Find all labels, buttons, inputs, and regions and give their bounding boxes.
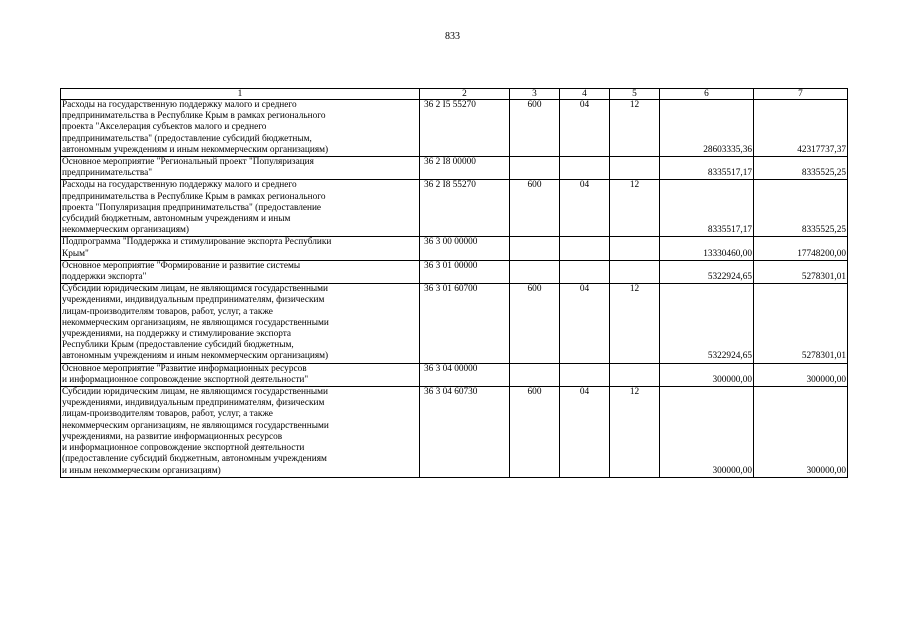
expense-name-cell: Основное мероприятие "Развитие информационных ресурсов и информационное сопровождение экспортной деятельности"	[61, 363, 420, 386]
table-row	[61, 157, 848, 180]
table-header-row	[61, 89, 848, 100]
column-header: 1	[61, 89, 420, 100]
subsection-cell	[610, 260, 660, 283]
expense-type-cell: 600	[510, 284, 560, 363]
amount-year-2-cell: 8335525,25	[754, 180, 848, 237]
section-cell	[560, 260, 610, 283]
table-row	[61, 387, 848, 478]
section-cell: 04	[560, 284, 610, 363]
subsection-cell: 12	[610, 100, 660, 157]
column-header: 4	[560, 89, 610, 100]
amount-year-2-cell: 300000,00	[754, 363, 848, 386]
target-article-code-cell: 36 3 01 60700	[420, 284, 510, 363]
subsection-cell	[610, 157, 660, 180]
target-article-code-cell: 36 2 I5 55270	[420, 100, 510, 157]
table-row	[61, 180, 848, 237]
column-header: 2	[420, 89, 510, 100]
amount-year-1-cell: 5322924,65	[660, 260, 754, 283]
expense-type-cell	[510, 363, 560, 386]
section-cell	[560, 237, 610, 260]
amount-year-2-cell: 5278301,01	[754, 260, 848, 283]
amount-year-1-cell: 8335517,17	[660, 157, 754, 180]
subsection-cell	[610, 363, 660, 386]
column-header: 7	[754, 89, 848, 100]
table-row	[61, 100, 848, 157]
expense-type-cell	[510, 157, 560, 180]
target-article-code-cell: 36 3 01 00000	[420, 260, 510, 283]
target-article-code-cell: 36 3 04 00000	[420, 363, 510, 386]
expense-type-cell: 600	[510, 180, 560, 237]
section-cell: 04	[560, 100, 610, 157]
table-row	[61, 363, 848, 386]
amount-year-1-cell: 300000,00	[660, 387, 754, 478]
table-row	[61, 237, 848, 260]
amount-year-1-cell: 8335517,17	[660, 180, 754, 237]
expense-type-cell	[510, 237, 560, 260]
page-number: 833	[445, 31, 460, 42]
amount-year-1-cell: 300000,00	[660, 363, 754, 386]
expense-type-cell: 600	[510, 387, 560, 478]
subsection-cell: 12	[610, 284, 660, 363]
amount-year-2-cell: 42317737,37	[754, 100, 848, 157]
target-article-code-cell: 36 2 I8 00000	[420, 157, 510, 180]
expense-name-cell: Субсидии юридическим лицам, не являющимся государственными учреждениями, индивидуальным предпринимателям, физическим лицам-производителям товаров, работ, услуг, а также некоммерческим организациям, не являющимся государственными учреждениями, на развитие информационных ресурсов и информационное сопровождение экспортной деятельности (предоставление субсидий бюджетным, автономным учреждениям и иным некоммерческим организациям)	[61, 387, 420, 478]
subsection-cell: 12	[610, 180, 660, 237]
expense-type-cell	[510, 260, 560, 283]
amount-year-1-cell: 13330460,00	[660, 237, 754, 260]
target-article-code-cell: 36 3 00 00000	[420, 237, 510, 260]
target-article-code-cell: 36 3 04 60730	[420, 387, 510, 478]
expense-name-cell: Расходы на государственную поддержку малого и среднего предпринимательства в Республике Крым в рамках регионального проекта "Популяризация предпринимательства" (предоставление субсидий бюджетным, автономным учреждениям и иным некоммерческим организациям)	[61, 180, 420, 237]
column-header: 6	[660, 89, 754, 100]
subsection-cell	[610, 237, 660, 260]
amount-year-2-cell: 5278301,01	[754, 284, 848, 363]
amount-year-1-cell: 5322924,65	[660, 284, 754, 363]
amount-year-1-cell: 28603335,36	[660, 100, 754, 157]
amount-year-2-cell: 17748200,00	[754, 237, 848, 260]
expense-name-cell: Основное мероприятие "Региональный проект "Популяризация предпринимательства"	[61, 157, 420, 180]
table-row	[61, 284, 848, 363]
subsection-cell: 12	[610, 387, 660, 478]
column-header: 3	[510, 89, 560, 100]
column-header: 5	[610, 89, 660, 100]
section-cell: 04	[560, 387, 610, 478]
amount-year-2-cell: 300000,00	[754, 387, 848, 478]
section-cell	[560, 157, 610, 180]
section-cell	[560, 363, 610, 386]
amount-year-2-cell: 8335525,25	[754, 157, 848, 180]
expense-name-cell: Подпрограмма "Поддержка и стимулирование экспорта Республики Крым"	[61, 237, 420, 260]
budget-table	[60, 88, 848, 478]
table-row	[61, 260, 848, 283]
expense-name-cell: Субсидии юридическим лицам, не являющимся государственными учреждениями, индивидуальным предпринимателям, физическим лицам-производителям товаров, работ, услуг, а также некоммерческим организациям, не являющимся государственными учреждениями, на поддержку и стимулирование экспорта Республики Крым (предоставление субсидий бюджетным, автономным учреждениям и иным некоммерческим организациям)	[61, 284, 420, 363]
section-cell: 04	[560, 180, 610, 237]
target-article-code-cell: 36 2 I8 55270	[420, 180, 510, 237]
expense-name-cell: Основное мероприятие "Формирование и развитие системы поддержки экспорта"	[61, 260, 420, 283]
expense-type-cell: 600	[510, 100, 560, 157]
expense-name-cell: Расходы на государственную поддержку малого и среднего предпринимательства в Республике Крым в рамках регионального проекта "Акселерация субъектов малого и среднего предпринимательства" (предоставление субсидий бюджетным, автономным учреждениям и иным некоммерческим организациям)	[61, 100, 420, 157]
